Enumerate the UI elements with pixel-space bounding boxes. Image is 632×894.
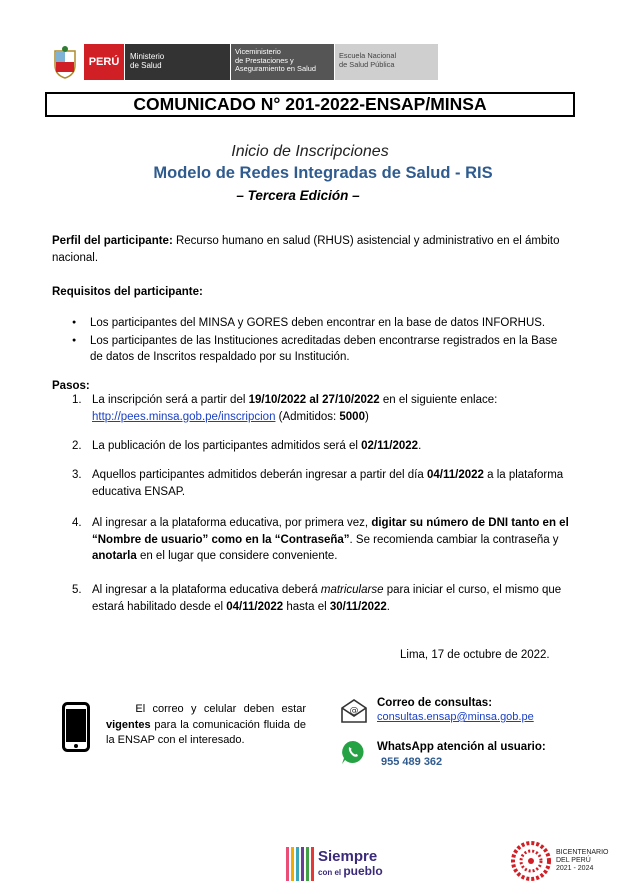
pasos-label: Pasos: <box>52 380 90 392</box>
peru-label: PERÚ <box>84 44 124 80</box>
contact-note <box>106 702 306 749</box>
step-number: 1. <box>72 394 82 406</box>
escuela-line-1: Escuela Nacional <box>339 51 397 60</box>
step-number: 3. <box>72 469 82 481</box>
bicent-line-1: BICENTENARIO <box>556 849 609 856</box>
ministerio-line-1: Ministerio <box>130 52 165 61</box>
step-text-part: en el lugar que considere conveniente. <box>136 550 338 562</box>
step-text-part: La publicación de los participantes admitidos será el <box>92 440 362 452</box>
step-dates: 19/10/2022 al 27/10/2022 <box>248 394 380 406</box>
bicentenario-logo <box>510 840 609 882</box>
whatsapp-title: WhatsApp atención al usuario: <box>377 741 546 753</box>
mobile-phone-icon <box>62 702 90 752</box>
email-title: Correo de consultas: <box>377 697 493 709</box>
email-icon <box>340 698 368 724</box>
inscripcion-link[interactable]: http://pees.minsa.gob.pe/inscripcion <box>92 410 276 423</box>
signature-date: Lima, 17 de octubre de 2022. <box>400 649 550 661</box>
perfil-text: Recurso humano en salud (RHUS) asistencial y administrativo en el ámbito nacional. <box>52 235 560 264</box>
peru-coat-of-arms-icon <box>50 44 80 80</box>
step-text <box>92 467 572 500</box>
step-2 <box>72 438 572 455</box>
subtitle-line-1: Inicio de Inscripciones <box>231 143 389 160</box>
viceministerio-label <box>230 44 334 80</box>
slogan-line-2b: pueblo <box>343 863 383 878</box>
logo-words <box>318 849 383 880</box>
admitidos-count: 5000 <box>339 410 365 423</box>
siempre-con-el-pueblo-logo <box>286 845 383 883</box>
communique-title: COMUNICADO N° 201-2022-ENSAP/MINSA <box>45 92 575 117</box>
step-text <box>92 438 572 455</box>
step-date: 04/11/2022 <box>426 469 484 481</box>
step-text-part: a la plataforma educativa ENSAP. <box>92 469 564 498</box>
contact-note-part: El correo y celular deben estar <box>135 703 306 715</box>
slogan-line-2a: con el <box>318 867 344 877</box>
step-emphasis: digitar su número de DNI tanto en el “Nombre de usuario” como en la “Contraseña” <box>92 517 569 546</box>
step-date: 30/11/2022 <box>329 600 387 613</box>
step-text-part: . Se recomienda cambiar la contraseña y <box>349 533 559 546</box>
step-text-part: Al ingresar a la plataforma educativa deberá <box>92 584 321 596</box>
step-number: 2. <box>72 440 82 452</box>
bicent-line-3: 2021 - 2024 <box>556 865 594 872</box>
email-link[interactable]: consultas.ensap@minsa.gob.pe <box>377 711 534 723</box>
vice-line-1: Viceministerio <box>235 47 281 56</box>
requisitos-list <box>72 315 572 367</box>
step-date: 02/11/2022 <box>361 440 419 452</box>
step-text-part: La inscripción será a partir del <box>92 394 249 406</box>
course-name: Modelo de Redes Integradas de Salud - RIS <box>153 164 493 182</box>
logo-bars-icon <box>286 847 314 881</box>
vice-line-2: de Prestaciones y <box>235 55 294 65</box>
step-text-part: (Admitidos: <box>275 410 340 423</box>
bicentenario-emblem-icon <box>510 840 552 882</box>
requisitos-label: Requisitos del participante: <box>52 286 203 298</box>
step-date: 04/11/2022 <box>226 600 284 613</box>
contact-note-emphasis: vigentes <box>106 718 151 731</box>
step-emphasis: matricularse <box>320 584 384 596</box>
perfil-paragraph <box>52 233 572 266</box>
bicentenario-text <box>556 849 609 873</box>
escuela-label <box>334 44 438 80</box>
step-text-part: . <box>386 600 390 613</box>
step-number: 4. <box>72 517 82 529</box>
step-text-part: para iniciar el curso, el mismo que estará habilitado desde el <box>92 584 562 613</box>
slogan-line-1: Siempre <box>318 847 378 865</box>
bicent-line-2: DEL PERÚ <box>556 857 591 864</box>
step-text-part: Al ingresar a la plataforma educativa, por primera vez, <box>92 517 372 529</box>
whatsapp-icon <box>340 739 366 765</box>
step-text <box>92 582 572 615</box>
step-4 <box>72 515 572 565</box>
step-text-part: ) <box>364 410 369 423</box>
step-text <box>92 515 572 565</box>
step-5 <box>72 582 572 615</box>
perfil-label: Perfil del participante: <box>52 235 173 247</box>
institutional-header <box>50 44 438 80</box>
step-emphasis: anotarla <box>92 550 137 562</box>
step-text-part: hasta el <box>283 600 330 613</box>
ministerio-line-2: de Salud <box>130 61 162 70</box>
list-item: ● Los participantes de las Instituciones acreditadas deben encontrarse registrados en la Base de datos de Inscritos respaldado por su Institución. <box>72 333 572 366</box>
step-1 <box>72 392 572 425</box>
step-text-part: . <box>418 440 422 452</box>
edition-label: – Tercera Edición – <box>236 188 360 203</box>
step-number: 5. <box>72 584 82 596</box>
contact-note-part: para la comunicación fluida de la ENSAP con el interesado. <box>106 718 306 746</box>
step-text-part: Aquellos participantes admitidos deberán ingresar a partir del día <box>92 469 427 481</box>
step-3 <box>72 467 572 500</box>
ministerio-label <box>124 44 230 80</box>
whatsapp-number: 955 489 362 <box>381 756 443 768</box>
vice-line-3: Aseguramiento en Salud <box>235 64 316 74</box>
list-item: ● Los participantes del MINSA y GORES deben encontrar en la base de datos INFORHUS. <box>72 315 572 332</box>
step-text-part: en el siguiente enlace: <box>379 394 498 406</box>
svg-text:@: @ <box>349 706 359 716</box>
escuela-line-2: de Salud Pública <box>339 59 395 69</box>
step-text <box>92 392 572 425</box>
